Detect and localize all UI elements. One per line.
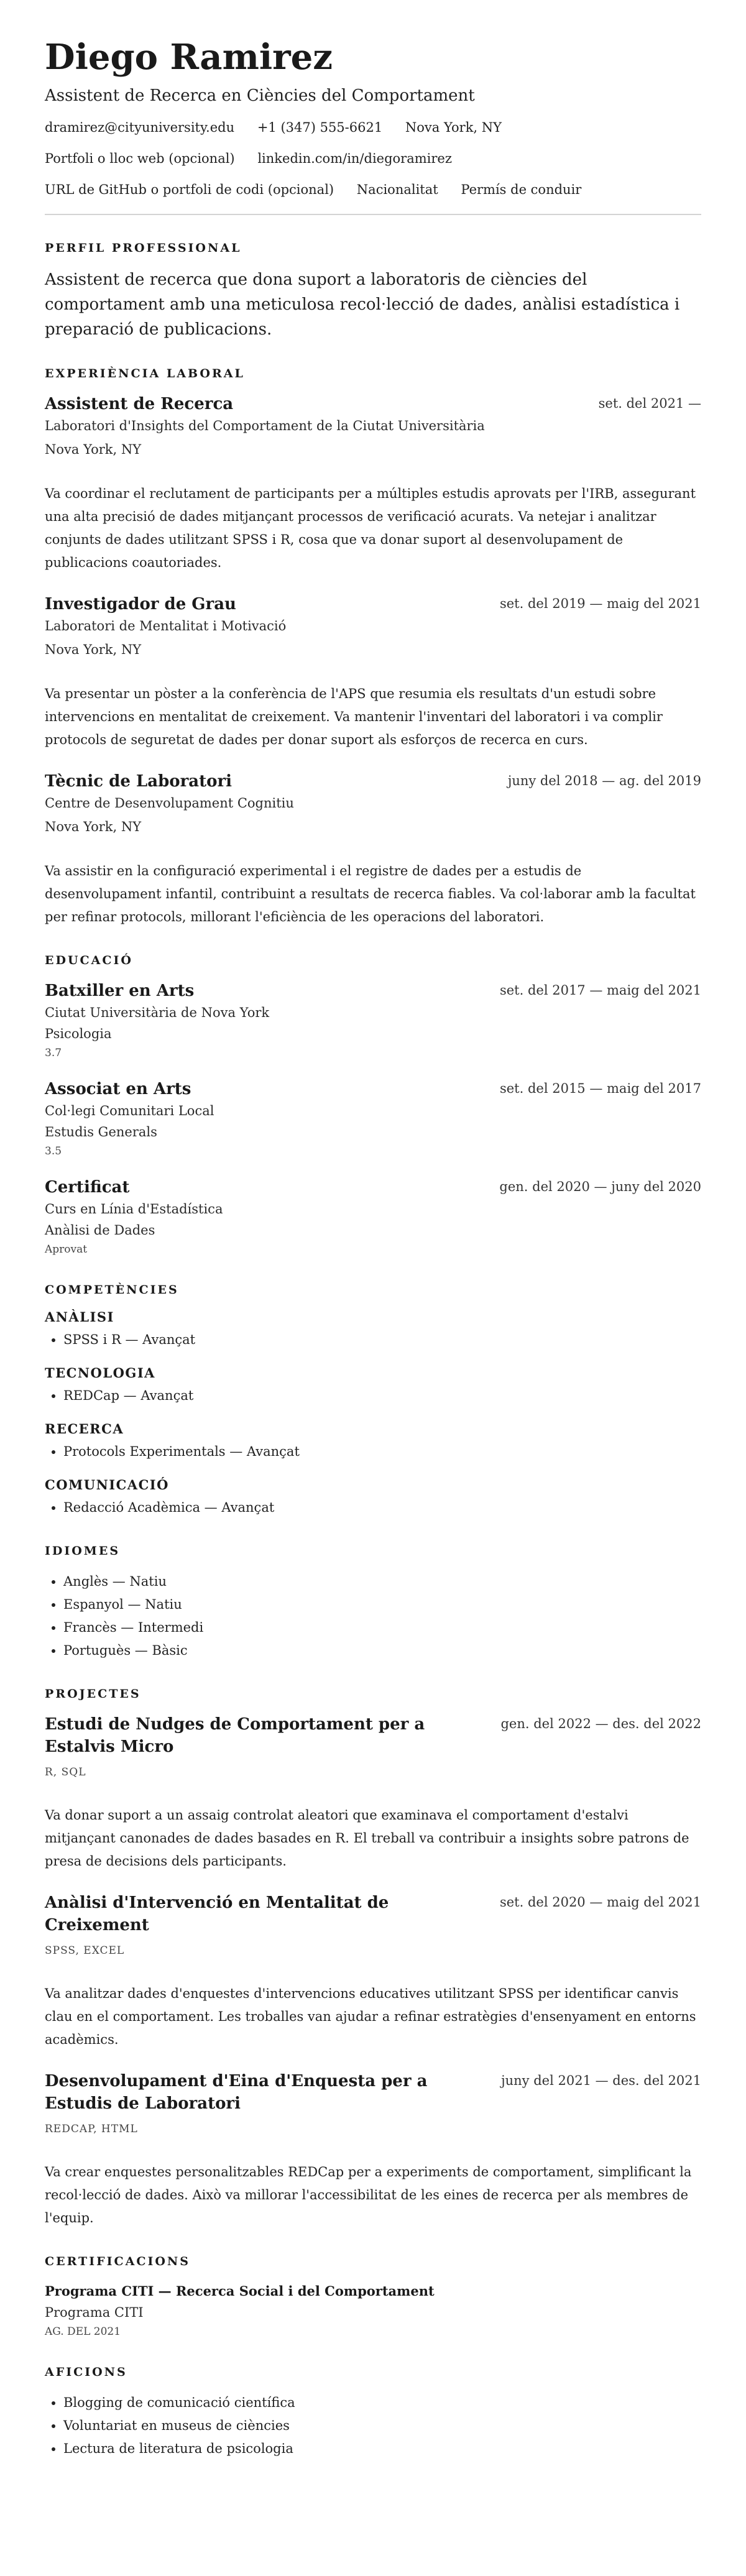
- education-entry: [45, 980, 701, 1062]
- school-name: Curs en Línia d'Estadística: [45, 1202, 223, 1217]
- section-title: EDUCACIÓ: [45, 954, 133, 967]
- contact-row: [45, 117, 701, 138]
- field-of-study: Psicologia: [45, 1026, 112, 1041]
- project-title: Anàlisi d'Intervenció en Mentalitat de Creixement: [45, 1893, 389, 1934]
- job-date: juny del 2018 — ag. del 2019: [507, 773, 701, 788]
- degree-title: Certificat: [45, 1178, 130, 1197]
- education-grade: 3.7: [45, 1047, 62, 1059]
- education-date: gen. del 2020 — juny del 2020: [499, 1179, 701, 1194]
- skill-list: [45, 1328, 701, 1351]
- project-tech: R, SQL: [45, 1766, 86, 1778]
- skill-category: TECNOLOGIA: [45, 1365, 155, 1381]
- project-entry: [45, 2070, 701, 2230]
- project-entry: [45, 1892, 701, 2051]
- job-location: Nova York, NY: [45, 642, 142, 657]
- job-description: Va assistir en la configuració experimental i el registre de dades per a estudis de desenvolupament infantil, contribuint a resultats de recerca fiables. Va col·laborar amb la facultat per refinar protocols, millorant l'eficiència de les operacions del laboratori.: [45, 863, 696, 924]
- experience-entry: [45, 393, 701, 574]
- candidate-name: Diego Ramirez: [45, 37, 333, 78]
- field-of-study: Estudis Generals: [45, 1125, 157, 1139]
- header-divider: [45, 214, 701, 215]
- project-description: Va donar suport a un assaig controlat aleatori que examinava el comportament d'estalvi mitjançant canonades de dades basades en R. El treball va contribuir a insights sobre patrons de presa de decisions dels participants.: [45, 1808, 689, 1869]
- job-title: Assistent de Recerca: [45, 395, 234, 413]
- education-entry: [45, 1176, 701, 1258]
- profile-section: [45, 241, 701, 342]
- skill-item: • SPSS i R — Avançat: [63, 1328, 701, 1351]
- education-date: set. del 2017 — maig del 2021: [499, 983, 701, 998]
- resume-header: [45, 35, 701, 200]
- field-of-study: Anàlisi de Dades: [45, 1223, 155, 1238]
- contact-driving-license: Permís de conduir: [461, 182, 582, 197]
- education-grade: 3.5: [45, 1145, 62, 1157]
- experience-entry: [45, 770, 701, 929]
- section-title: IDIOMES: [45, 1544, 121, 1558]
- project-entry: [45, 1713, 701, 1873]
- job-organization: Laboratori d'Insights del Comportament de la Ciutat Universitària: [45, 418, 485, 433]
- skill-list: [45, 1440, 701, 1463]
- section-title: EXPERIÈNCIA LABORAL: [45, 367, 245, 380]
- profile-summary: Assistent de recerca que dona suport a laboratoris de ciències del comportament amb una meticulosa recol·lecció de dades, anàlisi estadística i preparació de publicacions.: [45, 270, 680, 339]
- certification-date: AG. DEL 2021: [45, 2325, 121, 2338]
- education-section: [45, 954, 701, 1258]
- contact-github[interactable]: URL de GitHub o portfoli de codi (opcional): [45, 182, 334, 197]
- project-title: Estudi de Nudges de Comportament per a Estalvis Micro: [45, 1715, 425, 1756]
- job-location: Nova York, NY: [45, 442, 142, 457]
- contact-location: Nova York, NY: [405, 120, 502, 135]
- section-title: PERFIL PROFESSIONAL: [45, 241, 242, 255]
- project-description: Va analitzar dades d'enquestes d'intervencions educatives utilitzant SPSS per identificar canvis clau en el comportament. Les troballes van ajudar a refinar estratègies d'ensenyament en entorns acadèmics.: [45, 1986, 696, 2047]
- job-title: Investigador de Grau: [45, 595, 236, 614]
- job-organization: Laboratori de Mentalitat i Motivació: [45, 619, 287, 633]
- degree-title: Associat en Arts: [45, 1080, 191, 1098]
- hobbies-section: [45, 2365, 701, 2460]
- language-item: • Anglès — Natiu: [63, 1570, 701, 1593]
- language-list: [45, 1570, 701, 1662]
- experience-entry: [45, 593, 701, 752]
- project-date: gen. del 2022 — des. del 2022: [500, 1716, 701, 1731]
- section-title: PROJECTES: [45, 1687, 141, 1701]
- candidate-headline: Assistent de Recerca en Ciències del Comportament: [45, 86, 475, 105]
- hobby-item: • Lectura de literatura de psicologia: [63, 2437, 701, 2460]
- project-title: Desenvolupament d'Eina d'Enquesta per a Estudis de Laboratori: [45, 2072, 428, 2113]
- project-date: set. del 2020 — maig del 2021: [499, 1895, 701, 1910]
- section-title: AFICIONS: [45, 2365, 127, 2379]
- projects-section: [45, 1687, 701, 2230]
- school-name: Col·legi Comunitari Local: [45, 1103, 214, 1118]
- hobby-item: • Voluntariat en museus de ciències: [63, 2414, 701, 2437]
- skill-category: COMUNICACIÓ: [45, 1477, 169, 1493]
- job-description: Va coordinar el reclutament de participants per a múltiples estudis aprovats per l'IRB, assegurant una alta precisió de dades mitjançant processos de verificació acurats. Va netejar i analitzar conjunts de dades utilitzant SPSS i R, cosa que va donar suport al desenvolupament de publicacions coautoriades.: [45, 486, 696, 570]
- contact-phone[interactable]: +1 (347) 555-6621: [257, 120, 383, 135]
- certifications-section: [45, 2255, 701, 2340]
- education-grade: Aprovat: [45, 1243, 88, 1256]
- experience-section: [45, 367, 701, 929]
- job-organization: Centre de Desenvolupament Cognitiu: [45, 796, 294, 811]
- certification-name: Programa CITI — Recerca Social i del Comportament: [45, 2283, 435, 2299]
- hobby-list: [45, 2391, 701, 2460]
- section-title: CERTIFICACIONS: [45, 2255, 190, 2268]
- contact-linkedin[interactable]: linkedin.com/in/diegoramirez: [257, 151, 452, 166]
- job-location: Nova York, NY: [45, 819, 142, 834]
- hobby-item: • Blogging de comunicació científica: [63, 2391, 701, 2414]
- contact-email[interactable]: dramirez@cityuniversity.edu: [45, 120, 235, 135]
- certification-issuer: Programa CITI: [45, 2305, 144, 2320]
- job-date: set. del 2019 — maig del 2021: [499, 596, 701, 611]
- contact-row: [45, 148, 701, 169]
- job-description: Va presentar un pòster a la conferència de l'APS que resumia els resultats d'un estudi sobre intervencions en mentalitat de creixement. Va mantenir l'inventari del laboratori i va complir protocols de seguretat de dades per donar suport als esforços de recerca en curs.: [45, 686, 663, 747]
- contact-nationality: Nacionalitat: [356, 182, 438, 197]
- skill-item: • REDCap — Avançat: [63, 1384, 701, 1407]
- skill-list: [45, 1384, 701, 1407]
- contact-row: [45, 179, 701, 200]
- job-title: Tècnic de Laboratori: [45, 772, 233, 791]
- skill-category: RECERCA: [45, 1421, 124, 1437]
- school-name: Ciutat Universitària de Nova York: [45, 1005, 270, 1020]
- languages-section: [45, 1544, 701, 1662]
- project-description: Va crear enquestes personalitzables REDCap per a experiments de comportament, simplificant la recol·lecció de dades. Això va millorar l'accessibilitat de les eines de recerca per als membres de l'equip.: [45, 2164, 692, 2225]
- education-entry: [45, 1078, 701, 1160]
- skill-item: • Protocols Experimentals — Avançat: [63, 1440, 701, 1463]
- project-tech: SPSS, EXCEL: [45, 1944, 125, 1957]
- job-date: set. del 2021 —: [598, 396, 701, 411]
- project-tech: REDCAP, HTML: [45, 2123, 138, 2135]
- project-date: juny del 2021 — des. del 2021: [501, 2073, 701, 2088]
- education-date: set. del 2015 — maig del 2017: [499, 1081, 701, 1096]
- language-item: • Portuguès — Bàsic: [63, 1639, 701, 1662]
- language-item: • Francès — Intermedi: [63, 1616, 701, 1639]
- skill-item: • Redacció Acadèmica — Avançat: [63, 1496, 701, 1519]
- certification-entry: [45, 2281, 701, 2340]
- contact-portfolio[interactable]: Portfoli o lloc web (opcional): [45, 151, 235, 166]
- skills-section: [45, 1283, 701, 1519]
- degree-title: Batxiller en Arts: [45, 982, 195, 1000]
- skill-list: [45, 1496, 701, 1519]
- language-item: • Espanyol — Natiu: [63, 1593, 701, 1616]
- section-title: COMPETÈNCIES: [45, 1283, 179, 1297]
- skill-category: ANÀLISI: [45, 1309, 114, 1325]
